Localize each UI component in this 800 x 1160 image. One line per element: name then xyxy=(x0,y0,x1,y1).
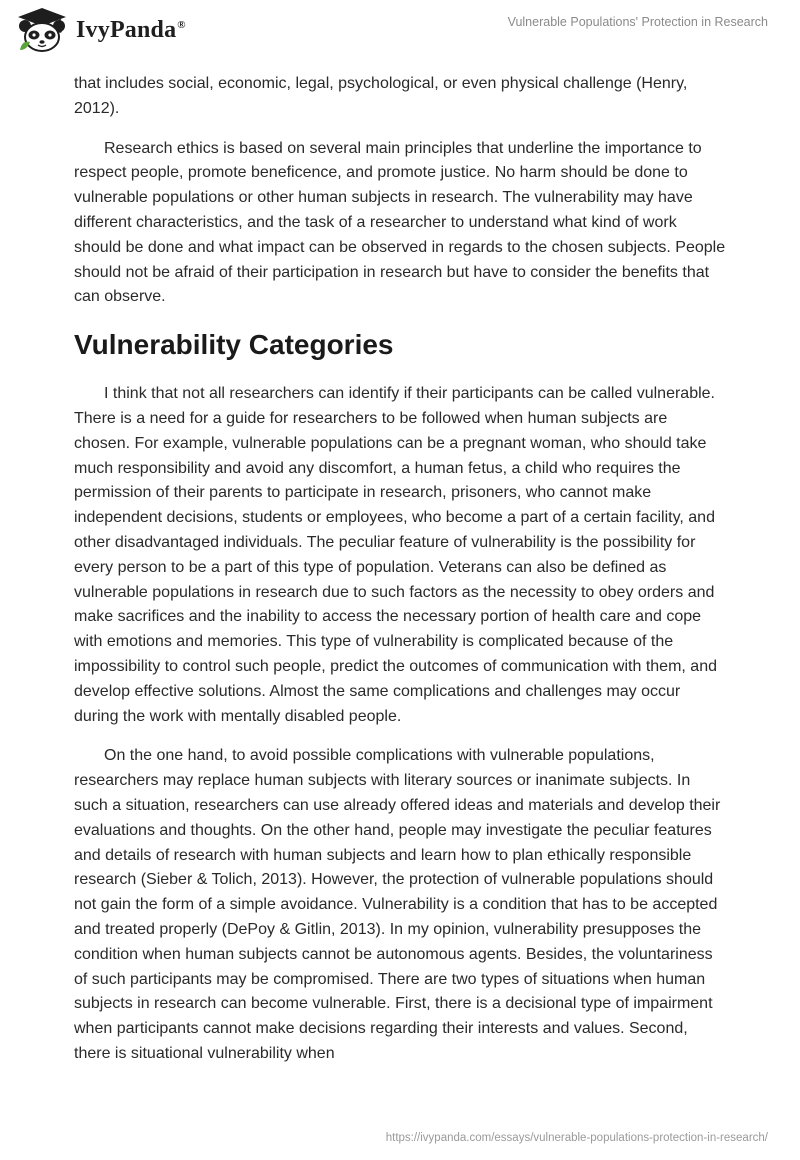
section-heading: Vulnerability Categories xyxy=(74,329,394,361)
page-header xyxy=(0,0,800,70)
paragraph-avoid-complications: On the one hand, to avoid possible complications with vulnerable populations, researchers may replace human subjects with literary sources or inanimate subjects. In such a situation, researchers can use already offered ideas and materials and develop their evaluations and thoughts. On the other hand, people may investigate the peculiar features and details of research with human subjects and learn how to plan ethically responsible research (Sieber & Tolich, 2013). However, the protection of vulnerable populations should not gain the form of a simple avoidance. Vulnerability is a condition that has to be accepted and treated properly (DePoy & Gitlin, 2013). In my opinion, vulnerability presupposes the condition when human subjects cannot be autonomous agents. Besides, the voluntariness of such participants may be compromised. There are two types of situations when human subjects in research can become vulnerable. First, there is a decisional type of impairment when participants cannot make decisions regarding their interests and values. Second, there is situational vulnerability when xyxy=(74,747,721,1062)
article-body xyxy=(74,72,726,1082)
registered-mark: ® xyxy=(177,18,186,31)
brand-text: IvyPanda xyxy=(76,16,177,43)
document-title: Vulnerable Populations' Protection in Research xyxy=(507,15,768,29)
paragraph-continuation: that includes social, economic, legal, psychological, or even physical challenge (Henry, 2012). xyxy=(74,75,688,117)
ivypanda-logo[interactable] xyxy=(14,6,186,54)
paragraph-research-ethics: Research ethics is based on several main principles that underline the importance to respect people, promote beneficence, and promote justice. No harm should be done to vulnerable populations or other human subjects in research. The vulnerability may have different characteristics, and the task of a researcher to understand what kind of work should be done and what impact can be observed in regards to the chosen subjects. People should not be afraid of their participation in research but have to consider the benefits that can observe. xyxy=(74,139,726,306)
panda-graduate-icon xyxy=(14,6,70,54)
brand-name xyxy=(76,17,186,44)
source-url[interactable]: https://ivypanda.com/essays/vulnerable-populations-protection-in-research/ xyxy=(385,1132,768,1144)
paragraph-vulnerable-groups: I think that not all researchers can identify if their participants can be called vulnerable. There is a need for a guide for researchers to be followed when human subjects are chosen. For example, vulnerable populations can be a pregnant woman, who should take much responsibility and avoid any discomfort, a human fetus, a child who requires the permission of their parents to participate in research, prisoners, who cannot make independent decisions, students or employees, who become a part of a certain facility, and other disadvantaged individuals. The peculiar feature of vulnerability is the possibility for every person to be a part of this type of population. Veterans can also be defined as vulnerable populations in research due to such factors as the necessity to obey orders and make sacrifices and the inability to access the necessary portion of health care and cope with emotions and memories. This type of vulnerability is complicated because of the impossibility to control such people, predict the outcomes of communication with them, and develop effective solutions. Almost the same complications and challenges may occur during the work with mentally disabled people. xyxy=(74,385,717,725)
